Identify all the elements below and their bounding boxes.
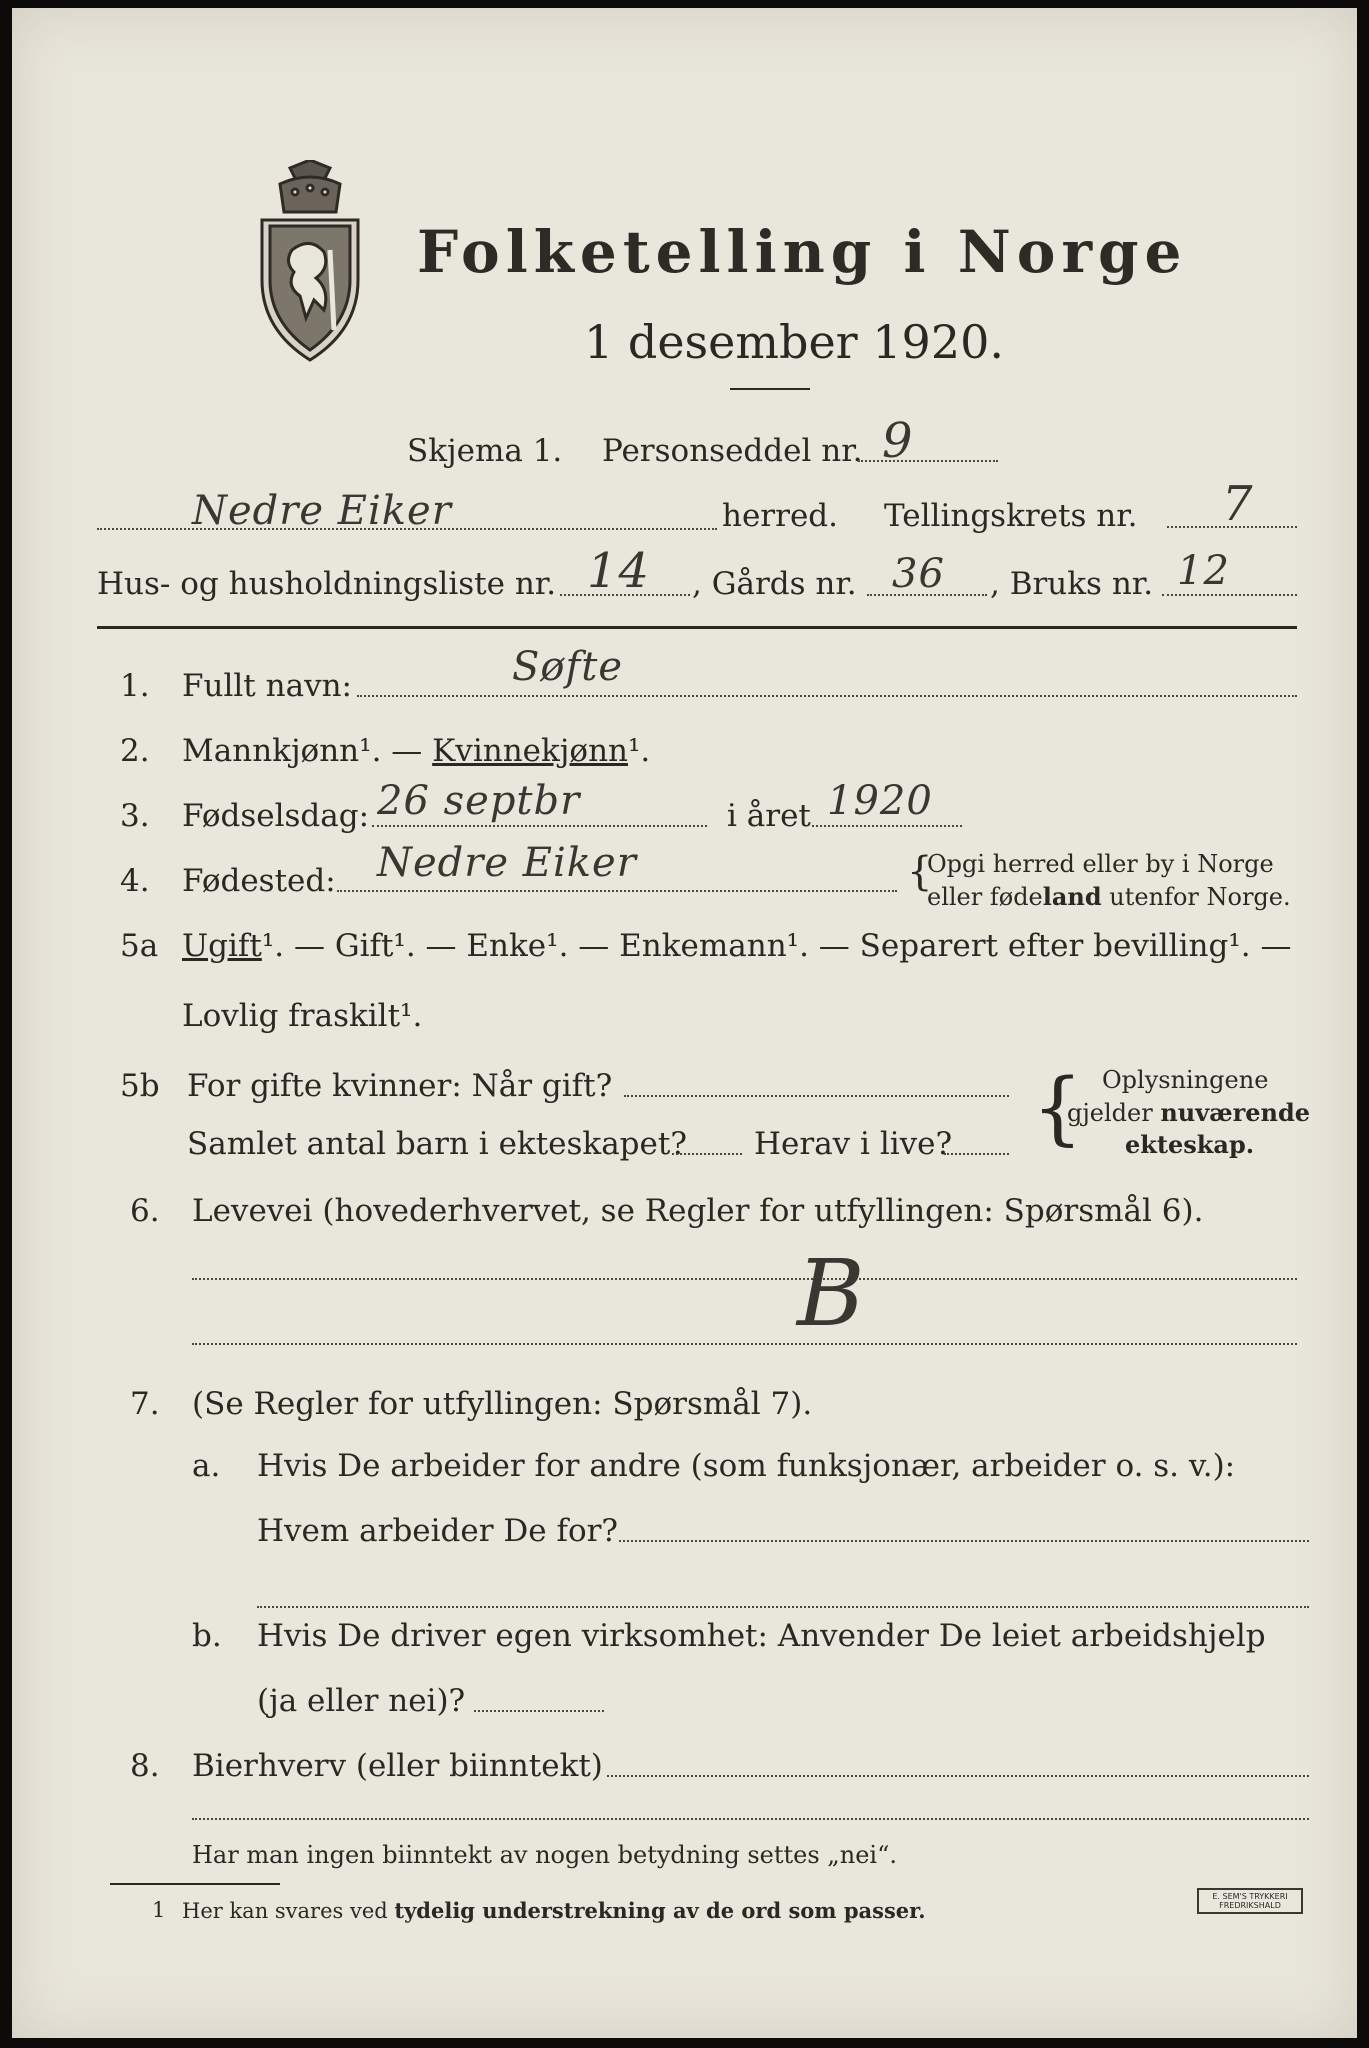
q5a-number: 5a — [120, 928, 159, 964]
q7b-number: b. — [192, 1618, 222, 1654]
q4-brace: { — [907, 849, 933, 895]
q7b-question: Hvis De driver egen virksomhet: Anvender De leiet arbeidshjelp — [257, 1618, 1266, 1654]
q7-number: 7. — [130, 1386, 160, 1422]
bruks-label: , Bruks nr. — [990, 566, 1154, 602]
marital-options — [182, 928, 1291, 964]
birth-year-value: 1920 — [827, 778, 933, 824]
q1-number: 1. — [120, 668, 150, 704]
q1-label: Fullt navn: — [182, 668, 352, 704]
herred-label: herred. — [722, 498, 838, 534]
birthplace-field[interactable] — [337, 890, 897, 892]
herred-value: Nedre Eiker — [192, 488, 452, 534]
birth-year-field[interactable] — [812, 825, 962, 827]
schema-label: Skjema 1. — [407, 433, 563, 469]
census-form-page — [12, 8, 1357, 2038]
tellingskrets-value: 7 — [1222, 476, 1254, 532]
header-divider — [97, 626, 1297, 629]
hired-help-field[interactable] — [474, 1710, 604, 1712]
q4-label: Fødested: — [182, 863, 336, 899]
bruks-value: 12 — [1177, 548, 1230, 594]
personseddel-value: 9 — [882, 413, 914, 469]
marital-other-options[interactable]: ¹. — Gift¹. — Enke¹. — Enkemann¹. — Separert efter bevilling¹. — — [261, 928, 1292, 964]
gards-label: , Gårds nr. — [692, 566, 857, 602]
q5b-note-line1: Oplysningene — [1102, 1066, 1269, 1094]
q8-note: Har man ingen biinntekt av nogen betydning settes „nei“. — [192, 1841, 897, 1869]
when-married-field[interactable] — [624, 1095, 1009, 1097]
coat-of-arms-icon — [250, 160, 370, 366]
q5b-number: 5b — [120, 1068, 160, 1104]
occupation-field-line1[interactable] — [192, 1278, 1297, 1280]
gender-female-option[interactable]: Kvinnekjønn — [432, 733, 628, 769]
q4-note-line2: eller fødeland utenfor Norge. — [927, 882, 1291, 911]
gender-footnote-mark: ¹. — [628, 733, 651, 769]
full-name-value: Søfte — [512, 644, 624, 690]
q4-number: 4. — [120, 863, 150, 899]
side-income-field[interactable] — [607, 1775, 1309, 1777]
q8-label: Bierhverv (eller biinntekt) — [192, 1748, 603, 1784]
hus-label: Hus- og husholdningsliste nr. — [97, 566, 557, 602]
q7b-yes-no-label: (ja eller nei)? — [257, 1683, 466, 1719]
q3-label: Fødselsdag: — [182, 798, 370, 834]
gender-male-option[interactable]: Mannkjønn¹. — — [182, 733, 433, 769]
q7a-question: Hvis De arbeider for andre (som funksjonær, arbeider o. s. v.): — [257, 1448, 1236, 1484]
employer-field[interactable] — [619, 1540, 1309, 1542]
q5b-note-line2: gjelder nuværende — [1067, 1098, 1311, 1127]
q8-number: 8. — [130, 1748, 160, 1784]
footnote-text: Her kan svares ved tydelig understrekning av de ord som passer. — [182, 1898, 926, 1923]
footnote-divider — [110, 1883, 280, 1885]
gender-options — [182, 733, 650, 769]
q5b-brace: { — [1032, 1061, 1083, 1154]
bruks-field[interactable] — [1162, 594, 1297, 596]
side-income-field-line2[interactable] — [192, 1818, 1309, 1820]
personseddel-label: Personseddel nr. — [602, 433, 863, 469]
q5b-children-label: Samlet antal barn i ekteskapet? — [187, 1126, 687, 1162]
q5b-note-line3: ekteskap. — [1125, 1130, 1255, 1159]
q5b-when-married-label: For gifte kvinner: Når gift? — [187, 1068, 613, 1104]
marital-unmarried-option[interactable]: Ugift — [182, 928, 262, 964]
q5b-alive-label: Herav i live? — [754, 1126, 953, 1162]
q7a-number: a. — [192, 1448, 221, 1484]
printer-stamp: E. SEM'S TRYKKERI FREDRIKSHALD — [1197, 1888, 1303, 1914]
q2-number: 2. — [120, 733, 150, 769]
q6-number: 6. — [130, 1193, 160, 1229]
occupation-field-line2[interactable] — [192, 1343, 1297, 1345]
q7-label: (Se Regler for utfyllingen: Spørsmål 7). — [192, 1386, 813, 1422]
marital-divorced-option[interactable]: Lovlig fraskilt¹. — [182, 998, 423, 1034]
employer-field-line2[interactable] — [257, 1606, 1309, 1608]
children-alive-field[interactable] — [944, 1153, 1009, 1155]
year-label: i året — [727, 798, 811, 834]
title-divider — [730, 388, 810, 390]
birthday-field[interactable] — [372, 825, 707, 827]
children-count-field[interactable] — [672, 1153, 742, 1155]
personseddel-field[interactable] — [858, 460, 998, 462]
footnote-mark: 1 — [152, 1898, 166, 1922]
full-name-field[interactable] — [357, 695, 1297, 697]
birthplace-value: Nedre Eiker — [377, 840, 637, 886]
occupation-value: B — [797, 1240, 866, 1347]
hus-value: 14 — [587, 543, 651, 599]
census-date: 1 desember 1920. — [584, 315, 1004, 369]
birthday-value: 26 septbr — [377, 778, 581, 824]
q4-note-line1: Opgi herred eller by i Norge — [927, 850, 1274, 878]
q6-label: Levevei (hovederhvervet, se Regler for utfyllingen: Spørsmål 6). — [192, 1193, 1204, 1229]
q7a-employer-label: Hvem arbeider De for? — [257, 1513, 619, 1549]
gards-value: 36 — [892, 551, 945, 597]
q3-number: 3. — [120, 798, 150, 834]
form-title: Folketelling i Norge — [417, 218, 1188, 286]
tellingskrets-label: Tellingskrets nr. — [884, 498, 1138, 534]
